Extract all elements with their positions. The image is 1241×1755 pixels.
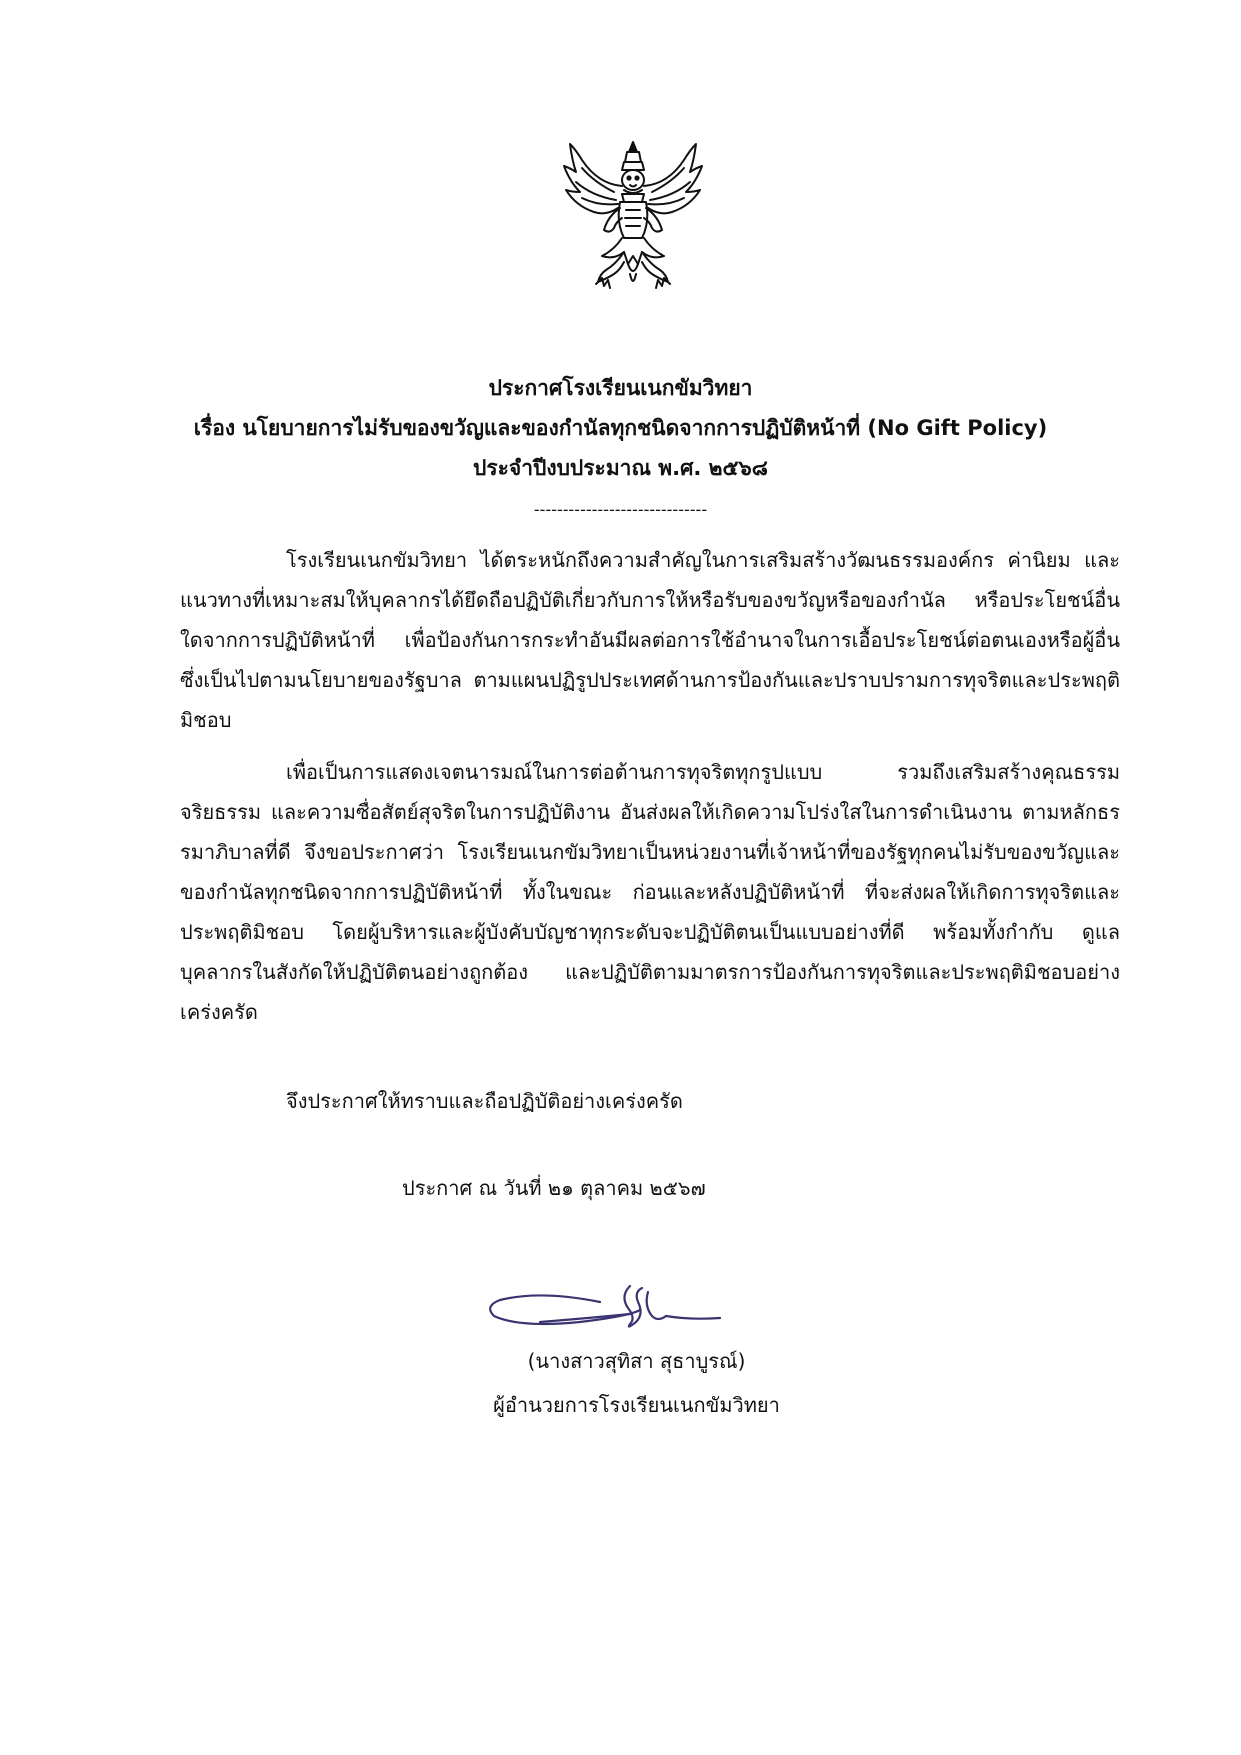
announcement-title: ประกาศโรงเรียนเนกขัมวิทยา — [488, 376, 753, 400]
garuda-emblem-icon — [558, 138, 708, 296]
fiscal-year-line: ประจำปีงบประมาณ พ.ศ. ๒๕๖๘ — [473, 456, 768, 480]
signature-icon — [480, 1262, 740, 1342]
signer-name: (นางสาวสุทิสา สุธาบูรณ์) — [527, 1349, 746, 1373]
body-paragraph-1: โรงเรียนเนกขัมวิทยา ได้ตระหนักถึงความสำคัญในการเสริมสร้างวัฒนธรรมองค์กร ค่านิยม และแนวทางที่เหมาะสมให้บุคลากรได้ยึดถือปฏิบัติเกี่ยวกับการให้หรือรับของขวัญหรือของกำนัล หรือประโยชน์อื่นใดจากการปฏิบัติหน้าที่ เพื่อป้องกันการกระทำอันมีผลต่อการใช้อำนาจในการเอื้อประโยชน์ต่อตนเองหรือผู้อื่น ซึ่งเป็นไปตามนโยบายของรัฐบาล ตามแผนปฏิรูปประเทศด้านการป้องกันและปราบปรามการทุจริตและประพฤติมิชอบ — [180, 548, 1120, 732]
closing-statement: จึงประกาศให้ทราบและถือปฏิบัติอย่างเคร่งครัด — [286, 1089, 683, 1113]
signer-title: ผู้อำนวยการโรงเรียนเนกขัมวิทยา — [493, 1393, 780, 1417]
announcement-subject: เรื่อง นโยบายการไม่รับของขวัญและของกำนัลทุกชนิดจากการปฏิบัติหน้าที่ (No Gift Policy) — [193, 416, 1048, 440]
body-paragraph-2: เพื่อเป็นการแสดงเจตนารมณ์ในการต่อต้านการทุจริตทุกรูปแบบ รวมถึงเสริมสร้างคุณธรรม จริยธรรม และความซื่อสัตย์สุจริตในการปฏิบัติงาน อันส่งผลให้เกิดความโปร่งใสในการดำเนินงาน ตามหลักธรรมาภิบาลที่ดี จึงขอประกาศว่า โรงเรียนเนกขัมวิทยาเป็นหน่วยงานที่เจ้าหน้าที่ของรัฐทุกคนไม่รับของขวัญและของกำนัลทุกชนิดจากการปฏิบัติหน้าที่ ทั้งในขณะ ก่อนและหลังปฏิบัติหน้าที่ ที่จะส่งผลให้เกิดการทุจริตและประพฤติมิชอบ โดยผู้บริหารและผู้บังคับบัญชาทุกระดับจะปฏิบัติตนเป็นแบบอย่างที่ดี พร้อมทั้งกำกับ ดูแลบุคลากรในสังกัดให้ปฏิบัติตนอย่างถูกต้อง และปฏิบัติตามมาตรการป้องกันการทุจริตและประพฤติมิชอบอย่างเคร่งครัด — [180, 760, 1120, 1024]
title-separator: ------------------------------ — [533, 500, 708, 519]
announcement-dateline: ประกาศ ณ วันที่ ๒๑ ตุลาคม ๒๕๖๗ — [402, 1176, 706, 1200]
